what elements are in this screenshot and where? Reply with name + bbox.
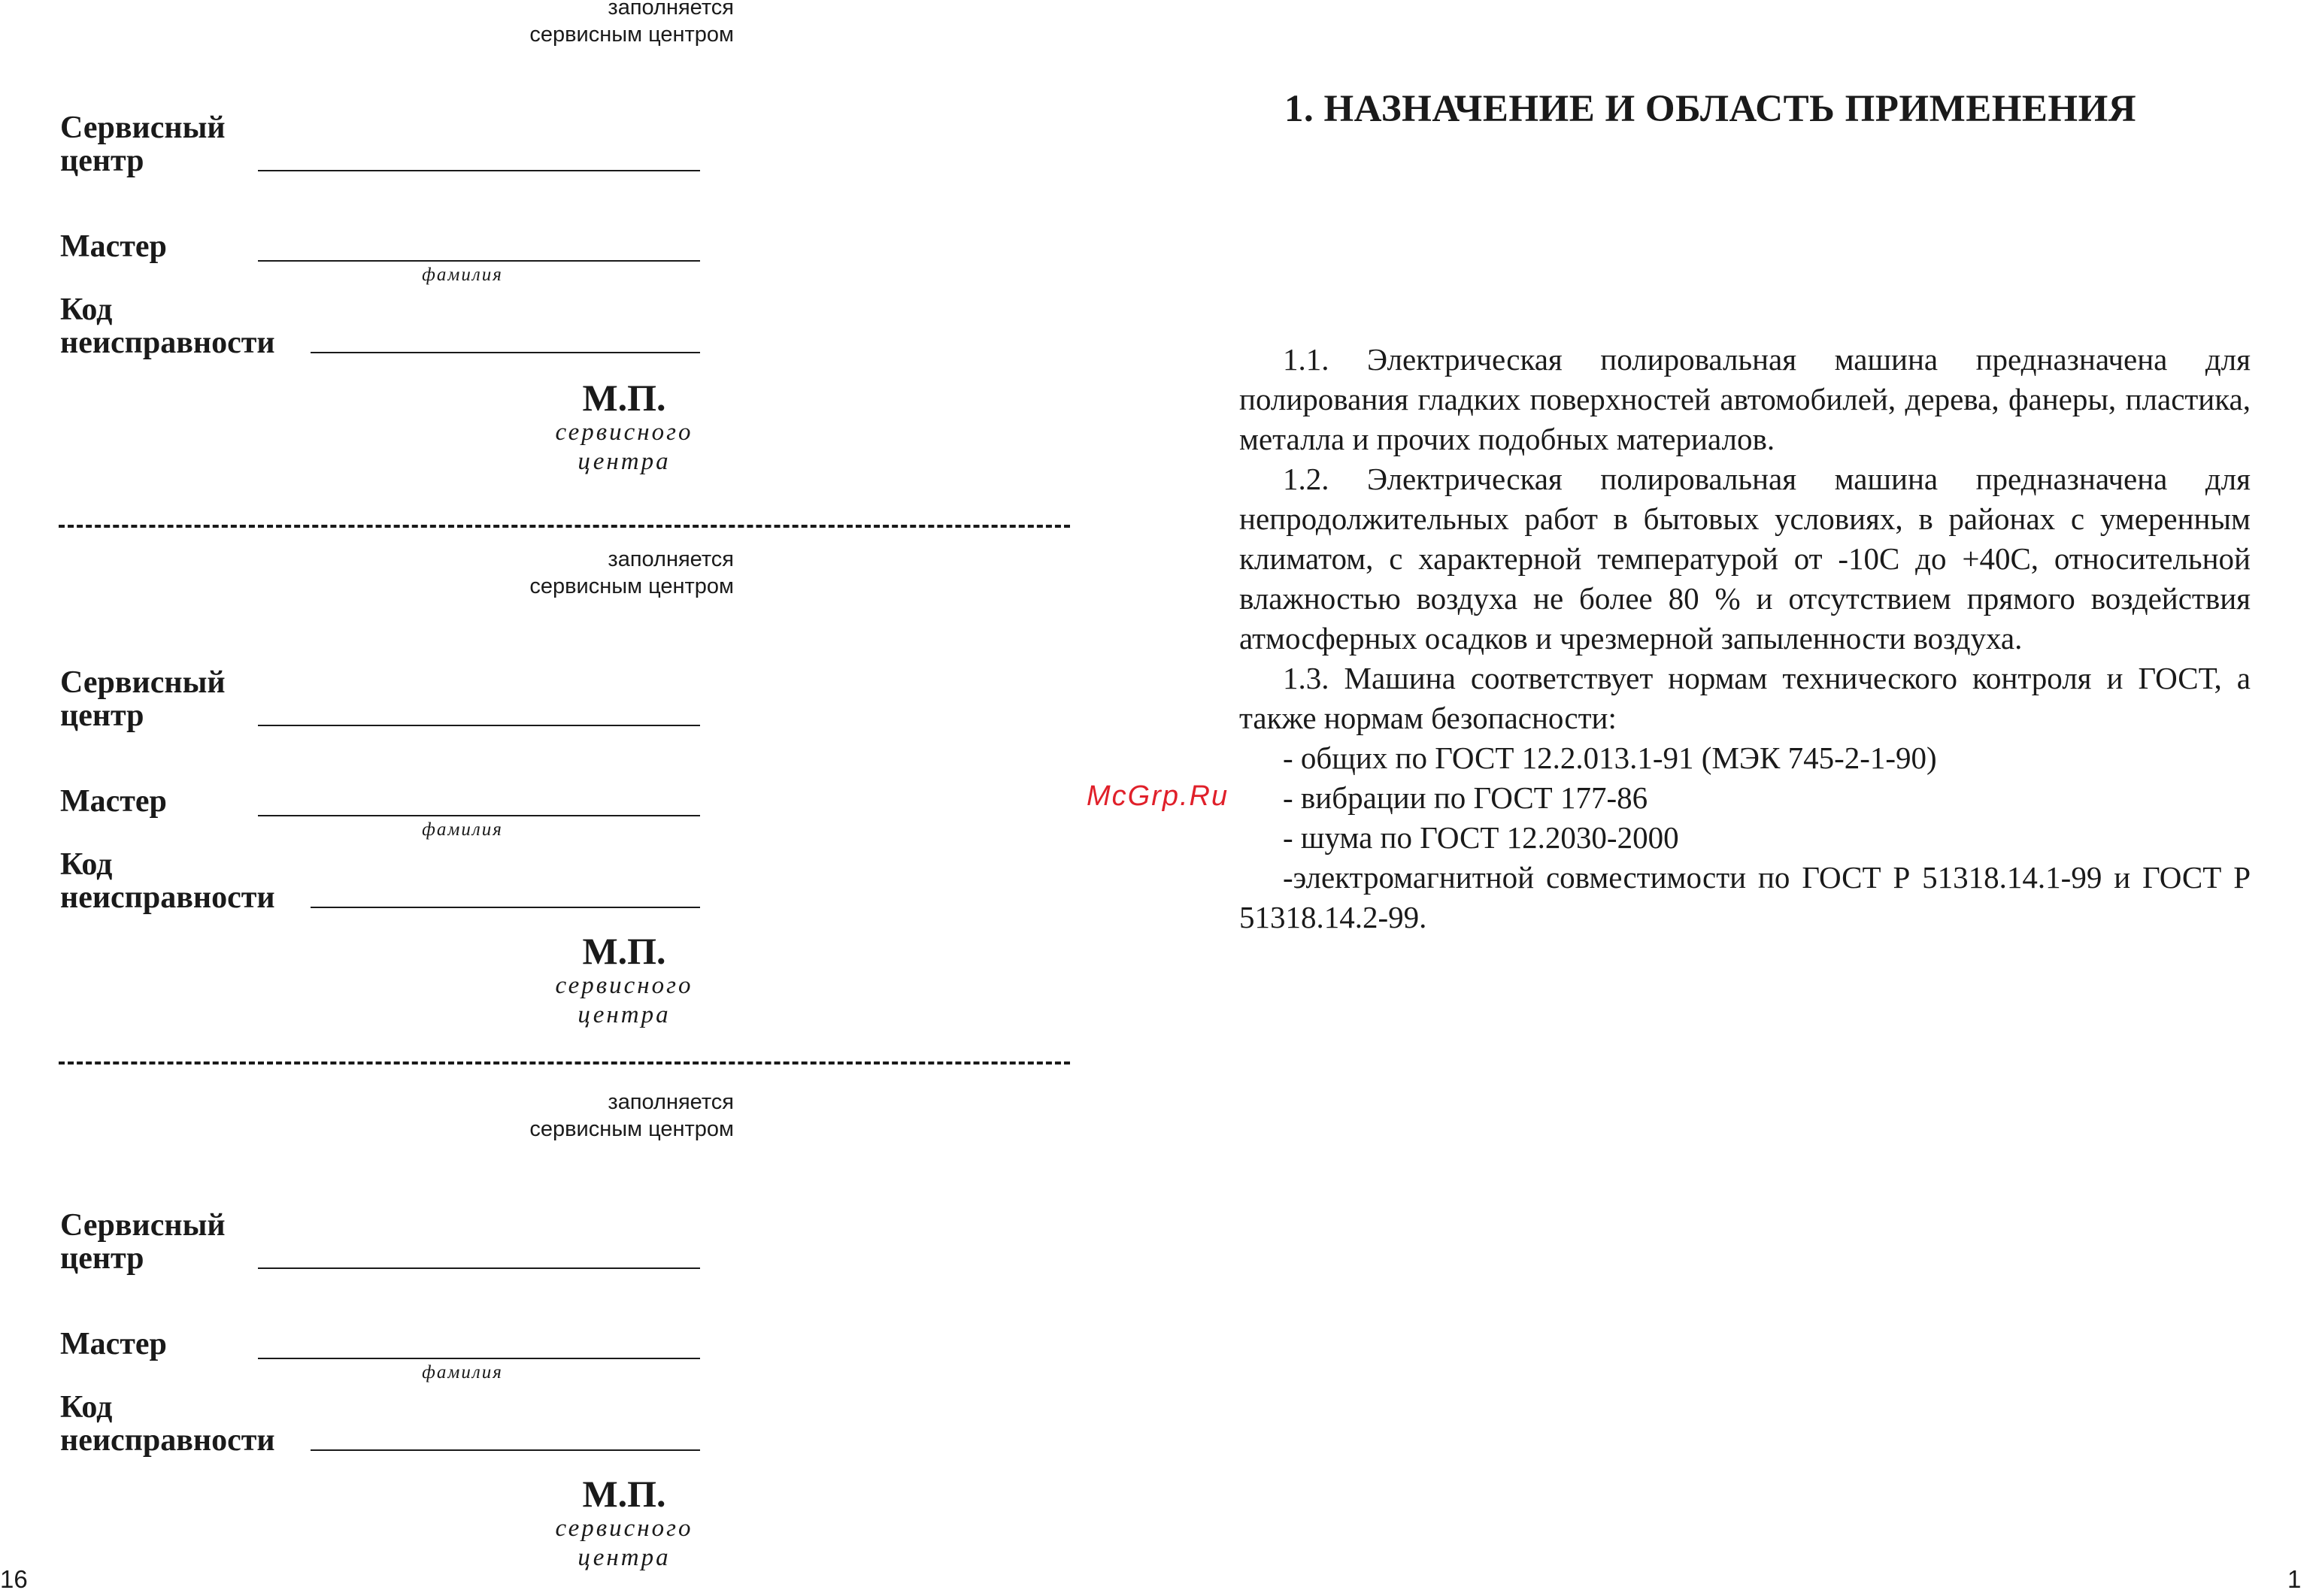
master-label: Мастер [60,1327,167,1361]
service-center-label: Сервисный центр [60,111,226,178]
stamp-caption: сервисного центра [555,1515,693,1571]
fault-code-label: Код неисправности [60,1390,275,1458]
master-label: Мастер [60,784,167,819]
service-center-field[interactable] [258,1267,700,1269]
service-center-label: Сервисный центр [60,1208,226,1276]
fault-code-label: Код неисправности [60,847,275,915]
fill-note: заполняется сервисным центром [529,547,734,598]
page-number-left: 16 [0,1565,28,1593]
fault-code-label: Код неисправности [60,292,275,360]
surname-hint: фамилия [422,1362,503,1382]
section-title: 1. НАЗНАЧЕНИЕ И ОБЛАСТЬ ПРИМЕНЕНИЯ [1284,88,2137,130]
master-label: Мастер [60,229,167,264]
service-center-label: Сервисный центр [60,665,226,733]
page-number-right: 1 [2287,1565,2302,1593]
stamp-title: М.П. [582,377,666,419]
master-field[interactable] [258,1358,700,1359]
stamp-caption: сервисного центра [555,972,693,1028]
list-item: - общих по ГОСТ 12.2.013.1-91 (МЭК 745-2-1-90) [1283,740,1937,775]
paragraph-1-3: 1.3. Машина соответствует нормам технического контроля и ГОСТ, а также нормам безопасности: [1239,661,2251,735]
list-item: - вибрации по ГОСТ 177-86 [1283,780,1648,815]
surname-hint: фамилия [422,265,503,285]
paragraph-emc: -электромагнитной совместимости по ГОСТ Р 51318.14.1-99 и ГОСТ Р 51318.14.2-99. [1239,860,2251,934]
surname-hint: фамилия [422,819,503,840]
stamp-title: М.П. [582,1473,666,1515]
section-body [1239,340,2251,937]
list-item: - шума по ГОСТ 12.2030-2000 [1283,820,1679,855]
paragraph-1-2: 1.2. Электрическая полировальная машина предназначена для непродолжительных работ в бытовых условиях, в районах с умеренным климатом, с характерной температурой от -10С до +40С, относительной влажностью воздуха не более 80 % и отсутствием прямого воздействия атмосферных осадков и чрезмерной запыленности воздуха. [1239,462,2251,656]
fill-note: заполняется сервисным центром [529,1090,734,1141]
stamp-caption: сервисного центра [555,419,693,475]
fault-code-field[interactable] [311,1449,700,1451]
stamp-title: М.П. [582,930,666,972]
paragraph-1-1: 1.1. Электрическая полировальная машина предназначена для полирования гладких поверхностей автомобилей, дерева, фанеры, пластика, металла и прочих подобных материалов. [1239,342,2251,456]
fill-note: заполняется сервисным центром [529,0,734,47]
watermark: McGrp.Ru [1087,780,1229,812]
